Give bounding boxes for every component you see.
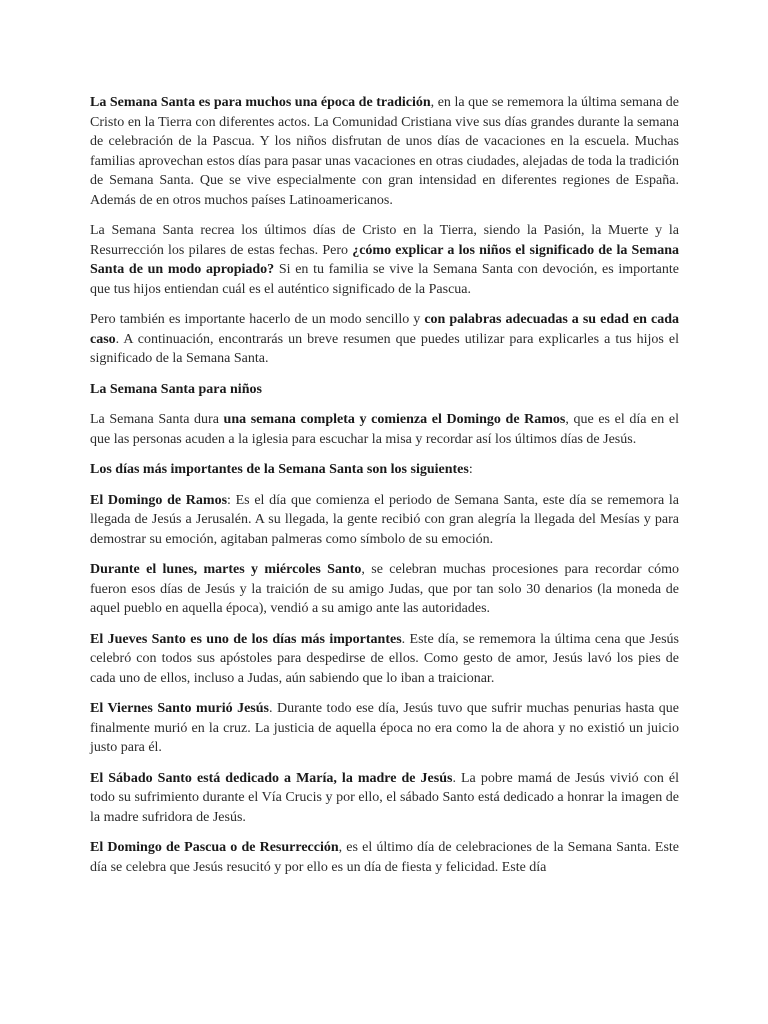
paragraph-good-friday [90, 699, 679, 758]
paragraph-palm-sunday [90, 491, 679, 550]
body-text: La Semana Santa dura [90, 412, 224, 427]
paragraph-intro [90, 93, 679, 210]
bold-text: una semana completa y comienza el Domingo de Ramos [223, 412, 566, 427]
body-text: . A continuación, encontrarás un breve resumen que puedes utilizar para explicarles a tus hijos el significado de la Semana Santa. [90, 331, 679, 366]
bold-text: El Viernes Santo murió Jesús [90, 701, 269, 716]
body-text: : [468, 462, 473, 477]
paragraph-important-days [90, 460, 679, 480]
body-text: . Durante todo ese día, Jesús tuvo que sufrir muchas penurias hasta que finalmente murió en la cruz. La justicia de aquella época no era como la de ahora y no existió un juicio justo para él. [90, 701, 679, 755]
body-text: , es el último día de celebraciones de la Semana Santa. Este día se celebra que Jesús resucitó y por ello es un día de fiesta y felicidad. Este día [90, 840, 680, 875]
bold-text: El Jueves Santo es uno de los días más importantes [90, 631, 402, 647]
body-text: , que es el día en el que las personas acuden a la iglesia para escuchar la misa y recordar así los últimos días de Jesús. [90, 412, 679, 447]
bold-text: El Sábado Santo está dedicado a María, la madre de Jesús [90, 770, 453, 786]
body-text: , se celebran muchas procesiones para recordar cómo fueron esos días de Jesús y la traición de su amigo Judas, que por tan solo 30 denarios (la moneda de aquel pueblo en aquella época), vendió a su amigo ante las autoridades. [90, 562, 679, 616]
section-heading [90, 380, 679, 400]
bold-text: Durante el lunes, martes y miércoles Santo [90, 562, 362, 577]
body-text: Si en tu familia se vive la Semana Santa con devoción, es importante que tus hijos entiendan cuál es el auténtico significado de la Pascua. [90, 262, 680, 297]
body-text: . La pobre mamá de Jesús vivió con él todo su sufrimiento durante el Vía Crucis y por ello, el sábado Santo está dedicado a honrar la imagen de la madre sufridora de Jesús. [90, 770, 680, 825]
heading-text: La Semana Santa para niños [90, 381, 262, 397]
body-text: La Semana Santa recrea los últimos días de Cristo en la Tierra, siendo la Pasión, la Muerte y la Resurrección los pilares de estas fechas. Pero [90, 223, 679, 258]
paragraph-simple-words [90, 310, 679, 369]
paragraph-holy-thursday [90, 630, 679, 689]
bold-text: con palabras adecuadas a su edad en cada caso [90, 312, 679, 347]
bold-text: Los días más importantes de la Semana Santa son los siguientes [90, 462, 469, 477]
paragraph-mon-tue-wed [90, 560, 679, 619]
paragraph-easter-sunday [90, 838, 679, 877]
body-text: . Este día, se rememora la última cena que Jesús celebró con todos sus apóstoles para despedirse de ellos. Como gesto de amor, Jesús lavó los pies de cada uno de ellos, incluso a Judas, aún sabiendo que lo iban a traicionar. [90, 631, 679, 686]
bold-text: El Domingo de Ramos [90, 492, 228, 508]
bold-text: El Domingo de Pascua o de Resurrección [90, 840, 339, 855]
document-page [90, 93, 679, 888]
bold-text: ¿cómo explicar a los niños el significado de la Semana Santa de un modo apropiado? [90, 242, 679, 277]
paragraph-duration [90, 410, 679, 449]
bold-text: La Semana Santa es para muchos una época de tradición [90, 95, 431, 110]
paragraph-recreation [90, 221, 679, 299]
body-text: : Es el día que comienza el periodo de Semana Santa, este día se rememora la llegada de Jesús a Jerusalén. A su llegada, la gente recibió con gran alegría la llegada del Mesías y para demostrar su emoción, agitaban palmeras como símbolo de su emoción. [90, 492, 679, 547]
body-text: Pero también es importante hacerlo de un modo sencillo y [90, 312, 425, 327]
paragraph-holy-saturday [90, 769, 679, 828]
body-text: , en la que se rememora la última semana de Cristo en la Tierra con diferentes actos. La Comunidad Cristiana vive sus días grandes durante la semana de celebración de la Pascua. Y los niños disfrutan de unos días de vacaciones en la escuela. Muchas familias aprovechan estos días para pasar unas vacaciones en otras ciudades, alejadas de toda la tradición de Semana Santa. Que se vive especialmente con gran intensidad en diferentes regiones de España. Además de en otros muchos países Latinoamericanos. [90, 95, 680, 208]
